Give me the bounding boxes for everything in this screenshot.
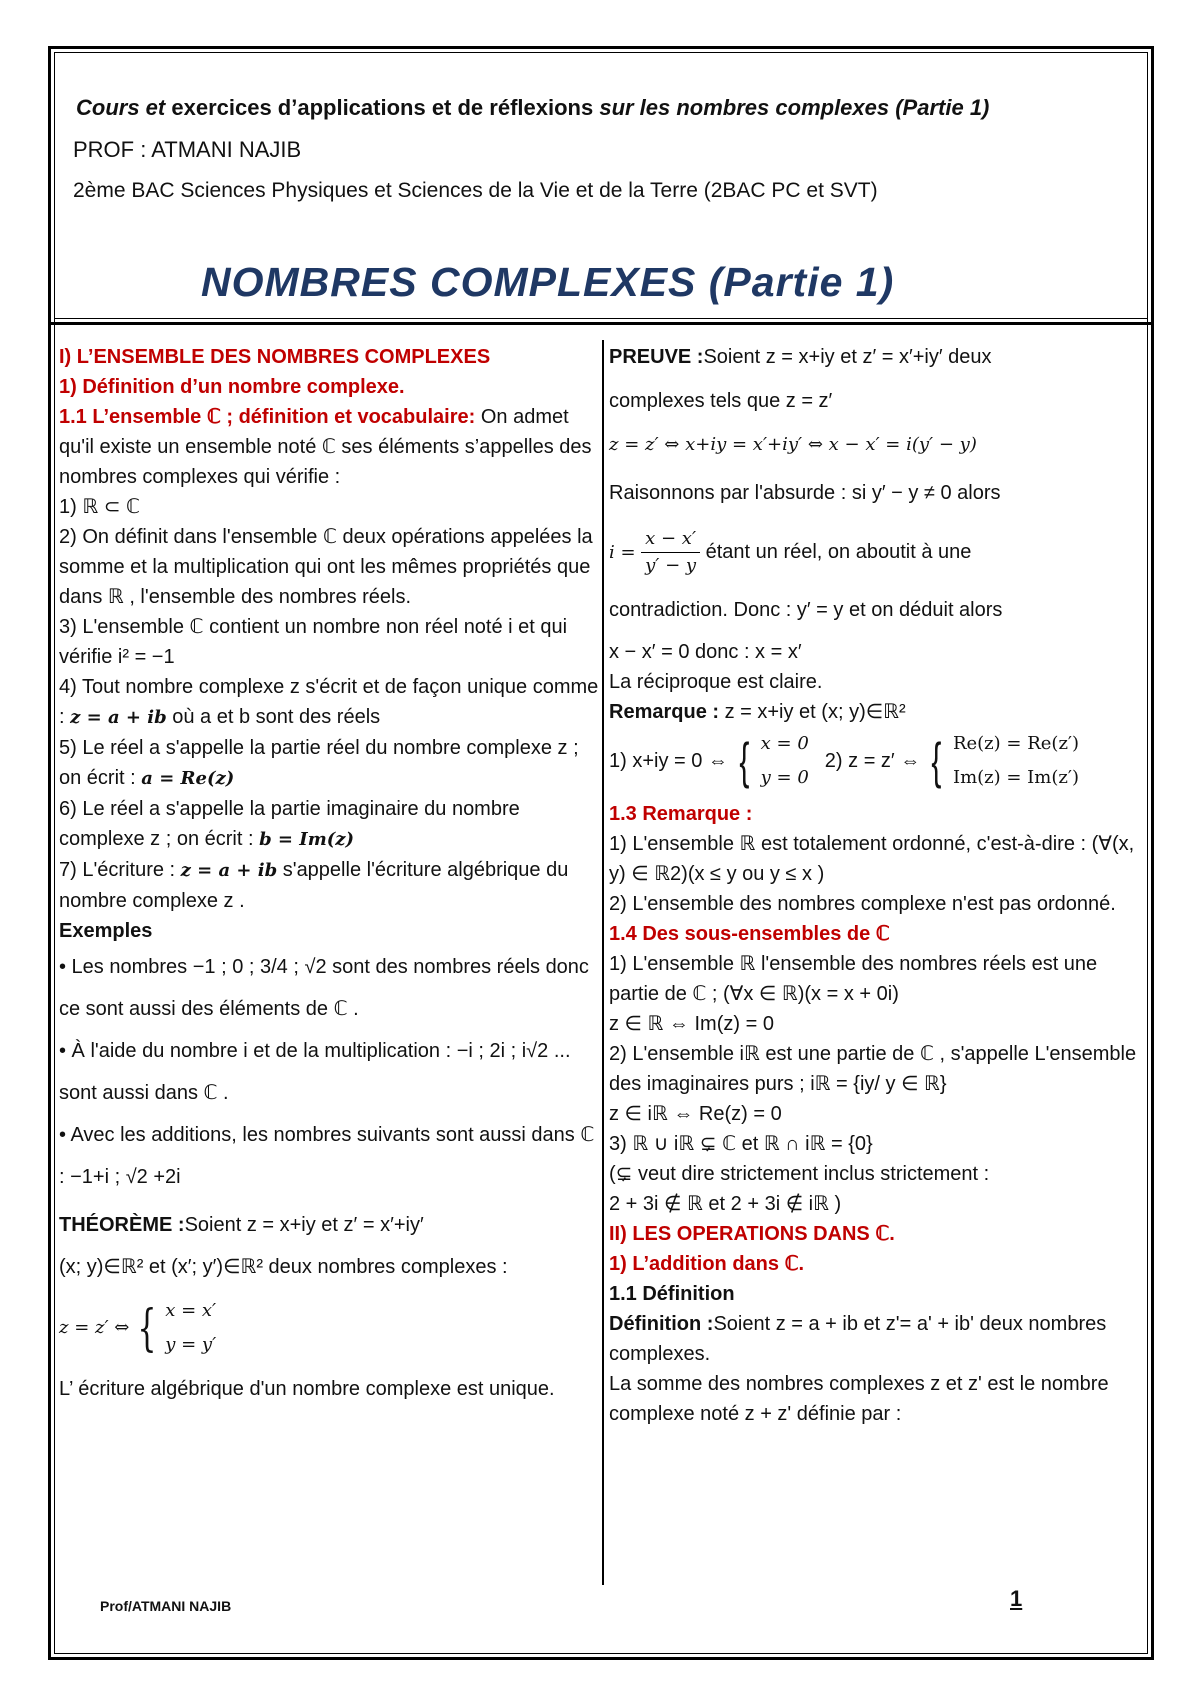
list-item: 3) L'ensemble ℂ contient un nombre non réel noté i et qui vérifie i² = −1	[59, 616, 568, 668]
proof-line: x − x′ = 0 donc : x = x′	[609, 641, 802, 663]
paragraph: 1) L'ensemble ℝ l'ensemble des nombres réels est une partie de ℂ ; (∀x ∈ ℝ)(x = x + 0i)	[609, 953, 1098, 1005]
list-item: 7) L'écriture : z = a + ib s'appelle l'écriture algébrique du nombre complexe z .	[59, 859, 569, 912]
proof-line: Raisonnons par l'absurde : si y′ − y ≠ 0 alors	[609, 482, 1001, 504]
section-heading: I) L’ENSEMBLE DES NOMBRES COMPLEXES	[59, 346, 491, 368]
list-item: 5) Le réel a s'appelle la partie réel du nombre complexe z ; on écrit : a = Re(z)	[59, 737, 579, 789]
paragraph: 2) L'ensemble iℝ est une partie de ℂ , s'appelle L'ensemble des imaginaires purs ; iℝ = {iy/ y ∈ ℝ}	[609, 1043, 1137, 1095]
subsection-heading: 1.3 Remarque :	[609, 803, 753, 825]
subsection-heading: 1) Définition d’un nombre complexe.	[59, 376, 405, 398]
list-item: 4) Tout nombre complexe z s'écrit et de façon unique comme : z = a + ib où a et b sont des réels	[59, 676, 599, 728]
list-item: 6) Le réel a s'appelle la partie imaginaire du nombre complexe z ; on écrit : b = Im(z)	[59, 798, 520, 850]
proof-line: PREUVE :Soient z = x+iy et z′ = x′+iy′ deux	[609, 346, 992, 368]
proof-line: La réciproque est claire.	[609, 671, 823, 693]
left-column	[59, 342, 599, 1404]
definition: Définition :Soient z = a + ib et z'= a' + ib' deux nombres complexes.	[609, 1313, 1107, 1365]
proof-line: complexes tels que z = z′	[609, 390, 833, 412]
footer-author: Prof/ATMANI NAJIB	[100, 1598, 232, 1614]
column-divider	[602, 340, 604, 1585]
right-column	[609, 342, 1149, 1429]
list-item: 1) ℝ ⊂ ℂ	[59, 496, 141, 518]
subsection-heading: 1) L’addition dans ℂ.	[609, 1253, 805, 1275]
header-prof: PROF : ATMANI NAJIB	[73, 137, 302, 162]
header-level: 2ème BAC Sciences Physiques et Sciences de la Vie et de la Terre (2BAC PC et SVT)	[73, 179, 878, 202]
example-item: • Les nombres −1 ; 0 ; 3/4 ; √2 sont des nombres réels donc ce sont aussi des éléments de ℂ .	[59, 956, 589, 1020]
subsection-heading: 1.4 Des sous-ensembles de ℂ	[609, 923, 890, 945]
proof-fraction-line: i = $\frac{x - x'}{y' - y}$ étant un réel, on aboutit à une	[609, 526, 1149, 579]
theorem: THÉORÈME :Soient z = x+iy et z′ = x′+iy′	[59, 1214, 424, 1236]
paragraph: 1.1 L’ensemble ℂ ; définition et vocabulaire: On admet qu'il existe un ensemble noté ℂ ses éléments s’appelles des nombres complexes qui vérifie :	[59, 406, 592, 488]
theorem-equation: z = z′ ⇔ { x = x′ y = y′	[59, 1299, 217, 1357]
header-subtitle: Cours et exercices d’applications et de réflexions sur les nombres complexes (Partie 1)	[76, 95, 990, 120]
page-frame	[48, 46, 1154, 1660]
brace-icon: {	[931, 733, 942, 789]
example-item: • Avec les additions, les nombres suivants sont aussi dans ℂ : −1+i ; √2 +2i	[59, 1124, 595, 1188]
proof-line: contradiction. Donc : y′ = y et on déduit alors	[609, 599, 1003, 621]
proof-equation: z = z′ ⇔ x+iy = x′+iy′ ⇔ x − x′ = i(y′ − y)	[609, 434, 977, 455]
example-item: • À l'aide du nombre i et de la multiplication : −i ; 2i ; i√2 ... sont aussi dans ℂ .	[59, 1040, 571, 1104]
fraction: $\frac{x - x'}{y' - y}$	[641, 526, 700, 579]
page-title: NOMBRES COMPLEXES (Partie 1)	[201, 259, 895, 305]
remark-line: Remarque : z = x+iy et (x; y)∈ℝ²	[609, 701, 906, 723]
paragraph: 2) L'ensemble des nombres complexe n'est pas ordonné.	[609, 893, 1116, 915]
list-item: 2) On définit dans l'ensemble ℂ deux opérations appelées la somme et la multiplication qui ont les mêmes propriétés que dans ℝ , l'ensemble des nombres réels.	[59, 526, 593, 608]
paragraph: 3) ℝ ∪ iℝ ⊊ ℂ et ℝ ∩ iℝ = {0}	[609, 1133, 873, 1155]
paragraph: z ∈ ℝ ⇔ Im(z) = 0	[609, 1013, 774, 1035]
theorem-line: (x; y)∈ℝ² et (x′; y′)∈ℝ² deux nombres complexes :	[59, 1256, 508, 1278]
definition-line: La somme des nombres complexes z et z' est le nombre complexe noté z + z' définie par :	[609, 1373, 1109, 1425]
paragraph: z ∈ iℝ ⇔ Re(z) = 0	[609, 1103, 782, 1125]
brace-icon: {	[137, 1299, 157, 1357]
section-heading: II) LES OPERATIONS DANS ℂ.	[609, 1223, 895, 1245]
remark-equations: 1) x+iy = 0 ⇔ { x = 0 y = 0 2) z = z′ ⇔ { Re(z) = Re(z′) Im(z) = Im(z′)	[609, 733, 1080, 789]
header-box	[51, 49, 1151, 325]
page-number: 1	[1010, 1586, 1023, 1611]
paragraph: 1) L'ensemble ℝ est totalement ordonné, c'est-à-dire : (∀(x, y) ∈ ℝ2)(x ≤ y ou y ≤ x )	[609, 833, 1135, 885]
theorem-conclusion: L’ écriture algébrique d'un nombre complexe est unique.	[59, 1378, 555, 1400]
examples-heading: Exemples	[59, 920, 153, 942]
paragraph: 2 + 3i ∉ ℝ et 2 + 3i ∉ iℝ )	[609, 1193, 842, 1215]
brace-icon: {	[739, 733, 750, 789]
subsection-heading: 1.1 Définition	[609, 1283, 735, 1305]
paragraph: (⊊ veut dire strictement inclus strictement :	[609, 1163, 990, 1185]
